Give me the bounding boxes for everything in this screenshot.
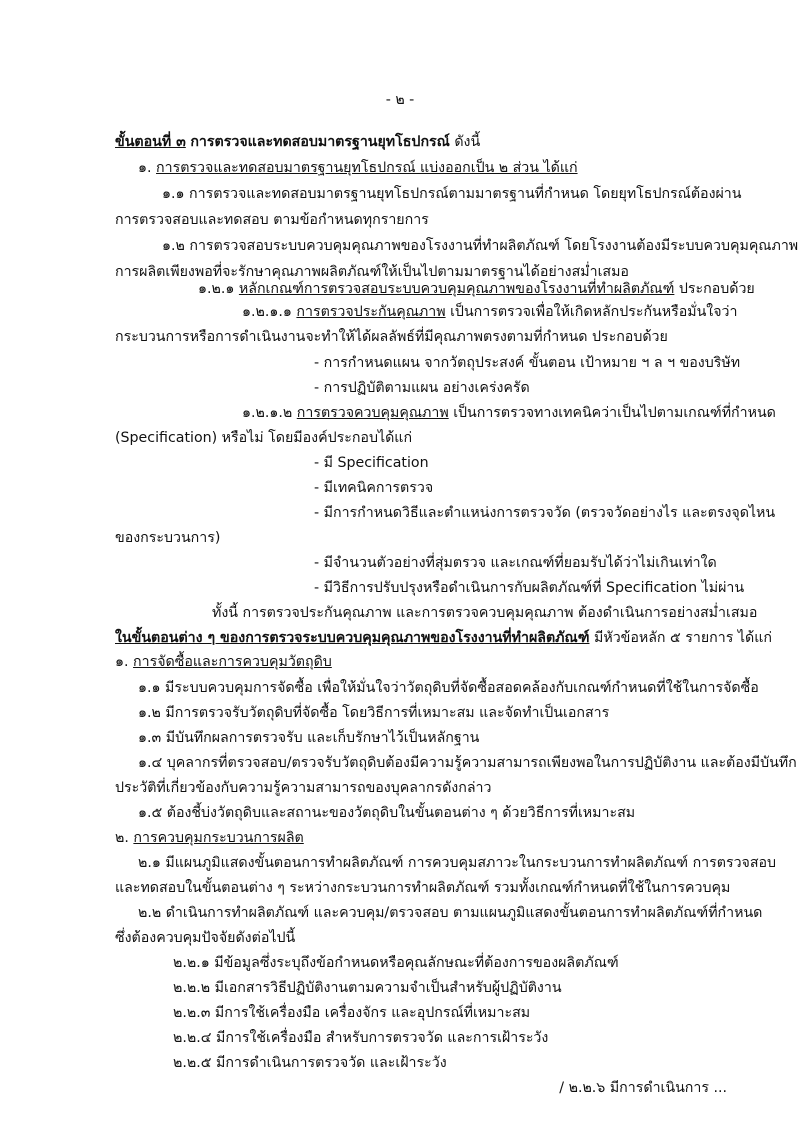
section-1-2-1-2-line-2: (Specification) หรือไม่ โดยมีองค์ประกอบได้แก่ [115, 430, 413, 446]
steps-intro-bold: ในขั้นตอนต่าง ๆ ของการตรวจระบบควบคุมคุณภาพของโรงงานที่ทำผลิตภัณฑ์ [115, 630, 590, 646]
main-2-title: การควบคุมกระบวนการผลิต [133, 830, 304, 846]
section-1-2-1-2-text: เป็นการตรวจทางเทคนิคว่าเป็นไปตามเกณฑ์ที่กำหนด [448, 405, 776, 421]
bullet-item: - มีจำนวนตัวอย่างที่สุ่มตรวจ และเกณฑ์ที่ยอมรับได้ว่าไม่เกินเท่าใด [314, 555, 717, 571]
step-3-label: ขั้นตอนที่ ๓ [115, 134, 186, 150]
list-item: ๑.๓ มีบันทึกผลการตรวจรับ และเก็บรักษาไว้เป็นหลักฐาน [138, 730, 480, 746]
section-1-2-1-2-number: ๑.๒.๑.๒ [242, 405, 293, 421]
section-1-2-line-1: ๑.๒ การตรวจสอบระบบควบคุมคุณภาพของโรงงานที่ทำผลิตภัณฑ์ โดยโรงงานต้องมีระบบควบคุมคุณภาพ [162, 238, 799, 254]
section-2-2-line-1: ๒.๒ ดำเนินการทำผลิตภัณฑ์ และควบคุม/ตรวจสอบ ตามแผนภูมิแสดงขั้นตอนการทำผลิตภัณฑ์ที่กำหนด [138, 905, 763, 921]
section-1-2-1-heading [198, 279, 755, 299]
section-1-2-1-1-text: เป็นการตรวจเพื่อให้เกิดหลักประกันหรือมั่นใจว่า [445, 304, 738, 320]
list-item: ๒.๒.๕ มีการดำเนินการตรวจวัด และเฝ้าระวัง [173, 1055, 447, 1071]
section-1-2-1-1-heading [242, 302, 737, 322]
section-2-1-line-1: ๒.๑ มีแผนภูมิแสดงขั้นตอนการทำผลิตภัณฑ์ การควบคุมสภาวะในกระบวนการทำผลิตภัณฑ์ การตรวจสอบ [138, 855, 777, 871]
bullet-continuation: ของกระบวนการ) [115, 530, 221, 546]
section-1-2-1-number: ๑.๒.๑ [198, 281, 235, 297]
bullet-item: - มีเทคนิคการตรวจ [314, 480, 434, 496]
list-item: ๑.๕ ต้องชี้บ่งวัตถุดิบและสถานะของวัตถุดิบในขั้นตอนต่าง ๆ ด้วยวิธีการที่เหมาะสม [138, 805, 636, 821]
section-1-2-1-1-title: การตรวจประกันคุณภาพ [296, 304, 446, 320]
section-2-2-line-2: ซึ่งต้องควบคุมปัจจัยดังต่อไปนี้ [115, 930, 296, 946]
bullet-item: - มี Specification [314, 455, 429, 471]
list-item: ๑.๒ มีการตรวจรับวัตถุดิบที่จัดซื้อ โดยวิธีการที่เหมาะสม และจัดทำเป็นเอกสาร [138, 705, 610, 721]
main-2-number: ๒. [115, 830, 129, 846]
section-1-2-1-title: หลักเกณฑ์การตรวจสอบระบบควบคุมคุณภาพของโรงงานที่ทำผลิตภัณฑ์ [238, 281, 675, 297]
steps-intro-suffix: มีหัวข้อหลัก ๕ รายการ ได้แก่ [589, 630, 772, 646]
page-number: - ๒ - [385, 92, 415, 108]
section-1-1-line-1: ๑.๑ การตรวจและทดสอบมาตรฐานยุทโธปกรณ์ตามมาตรฐานที่กำหนด โดยยุทโธปกรณ์ต้องผ่าน [162, 186, 742, 202]
step-3-heading [115, 132, 480, 152]
summary-line: ทั้งนี้ การตรวจประกันคุณภาพ และการตรวจควบคุมคุณภาพ ต้องดำเนินการอย่างสม่ำเสมอ [212, 605, 758, 621]
section-1-2-1-2-heading [242, 403, 776, 423]
main-2-heading [115, 828, 304, 848]
list-item: ๑.๔ บุคลากรที่ตรวจสอบ/ตรวจรับวัตถุดิบต้องมีความรู้ความสามารถเพียงพอในการปฏิบัติงาน และต้องมีบันทึก [138, 755, 797, 771]
bullet-item: - มีการกำหนดวิธีและตำแหน่งการตรวจวัด (ตรวจวัดอย่างไร และตรงจุดไหน [314, 505, 776, 521]
main-1-title: การจัดซื้อและการควบคุมวัตถุดิบ [133, 654, 332, 670]
bullet-item: - การปฏิบัติตามแผน อย่างเคร่งครัด [314, 380, 530, 396]
section-1-1-line-2: การตรวจสอบและทดสอบ ตามข้อกำหนดทุกรายการ [115, 212, 429, 228]
steps-intro [115, 628, 772, 648]
main-1-heading [115, 652, 332, 672]
section-1-2-1-1-number: ๑.๒.๑.๑ [242, 304, 292, 320]
step-3-title: การตรวจและทดสอบมาตรฐานยุทโธปกรณ์ [190, 134, 450, 150]
section-1-2-1-suffix: ประกอบด้วย [674, 281, 755, 297]
section-2-1-line-2: และทดสอบในขั้นตอนต่าง ๆ ระหว่างกระบวนการทำผลิตภัณฑ์ รวมทั้งเกณฑ์กำหนดที่ใช้ในการควบคุม [115, 880, 731, 896]
list-item-continuation: ประวัติที่เกี่ยวข้องกับความรู้ความสามารถของบุคลากรดังกล่าว [115, 780, 492, 796]
section-1-2-line-2: การผลิตเพียงพอที่จะรักษาคุณภาพผลิตภัณฑ์ให้เป็นไปตามมาตรฐานได้อย่างสม่ำเสมอ [115, 264, 629, 280]
section-1-title: การตรวจและทดสอบมาตรฐานยุทโธปกรณ์ แบ่งออกเป็น ๒ ส่วน ได้แก่ [156, 160, 578, 176]
section-1-2-1-2-title: การตรวจควบคุมคุณภาพ [296, 405, 449, 421]
bullet-item: - มีวิธีการปรับปรุงหรือดำเนินการกับผลิตภัณฑ์ที่ Specification ไม่ผ่าน [314, 580, 745, 596]
section-1-2-1-1-line-2: กระบวนการหรือการดำเนินงานจะทำให้ได้ผลลัพธ์ที่มีคุณภาพตรงตามที่กำหนด ประกอบด้วย [115, 329, 668, 345]
list-item: ๒.๒.๔ มีการใช้เครื่องมือ สำหรับการตรวจวัด และการเฝ้าระวัง [173, 1030, 549, 1046]
step-3-suffix: ดังนี้ [449, 134, 481, 150]
list-item: ๑.๑ มีระบบควบคุมการจัดซื้อ เพื่อให้มั่นใจว่าวัตถุดิบที่จัดซื้อสอดคล้องกับเกณฑ์กำหนดที่ใช้ในการจัดซื้อ [138, 680, 759, 696]
list-item: ๒.๒.๑ มีข้อมูลซึ่งระบุถึงข้อกำหนดหรือคุณลักษณะที่ต้องการของผลิตภัณฑ์ [173, 955, 619, 971]
bullet-item: - การกำหนดแผน จากวัตถุประสงค์ ขั้นตอน เป้าหมาย ฯ ล ฯ ของบริษัท [314, 355, 741, 371]
section-1-number: ๑. [138, 160, 152, 176]
list-item: ๒.๒.๒ มีเอกสารวิธีปฏิบัติงานตามความจำเป็นสำหรับผู้ปฏิบัติงาน [173, 980, 562, 996]
main-1-number: ๑. [115, 654, 129, 670]
list-item: ๒.๒.๓ มีการใช้เครื่องมือ เครื่องจักร และอุปกรณ์ที่เหมาะสม [173, 1005, 531, 1021]
section-1-heading [138, 158, 578, 178]
continuation-note: / ๒.๒.๖ มีการดำเนินการ ... [559, 1080, 727, 1096]
